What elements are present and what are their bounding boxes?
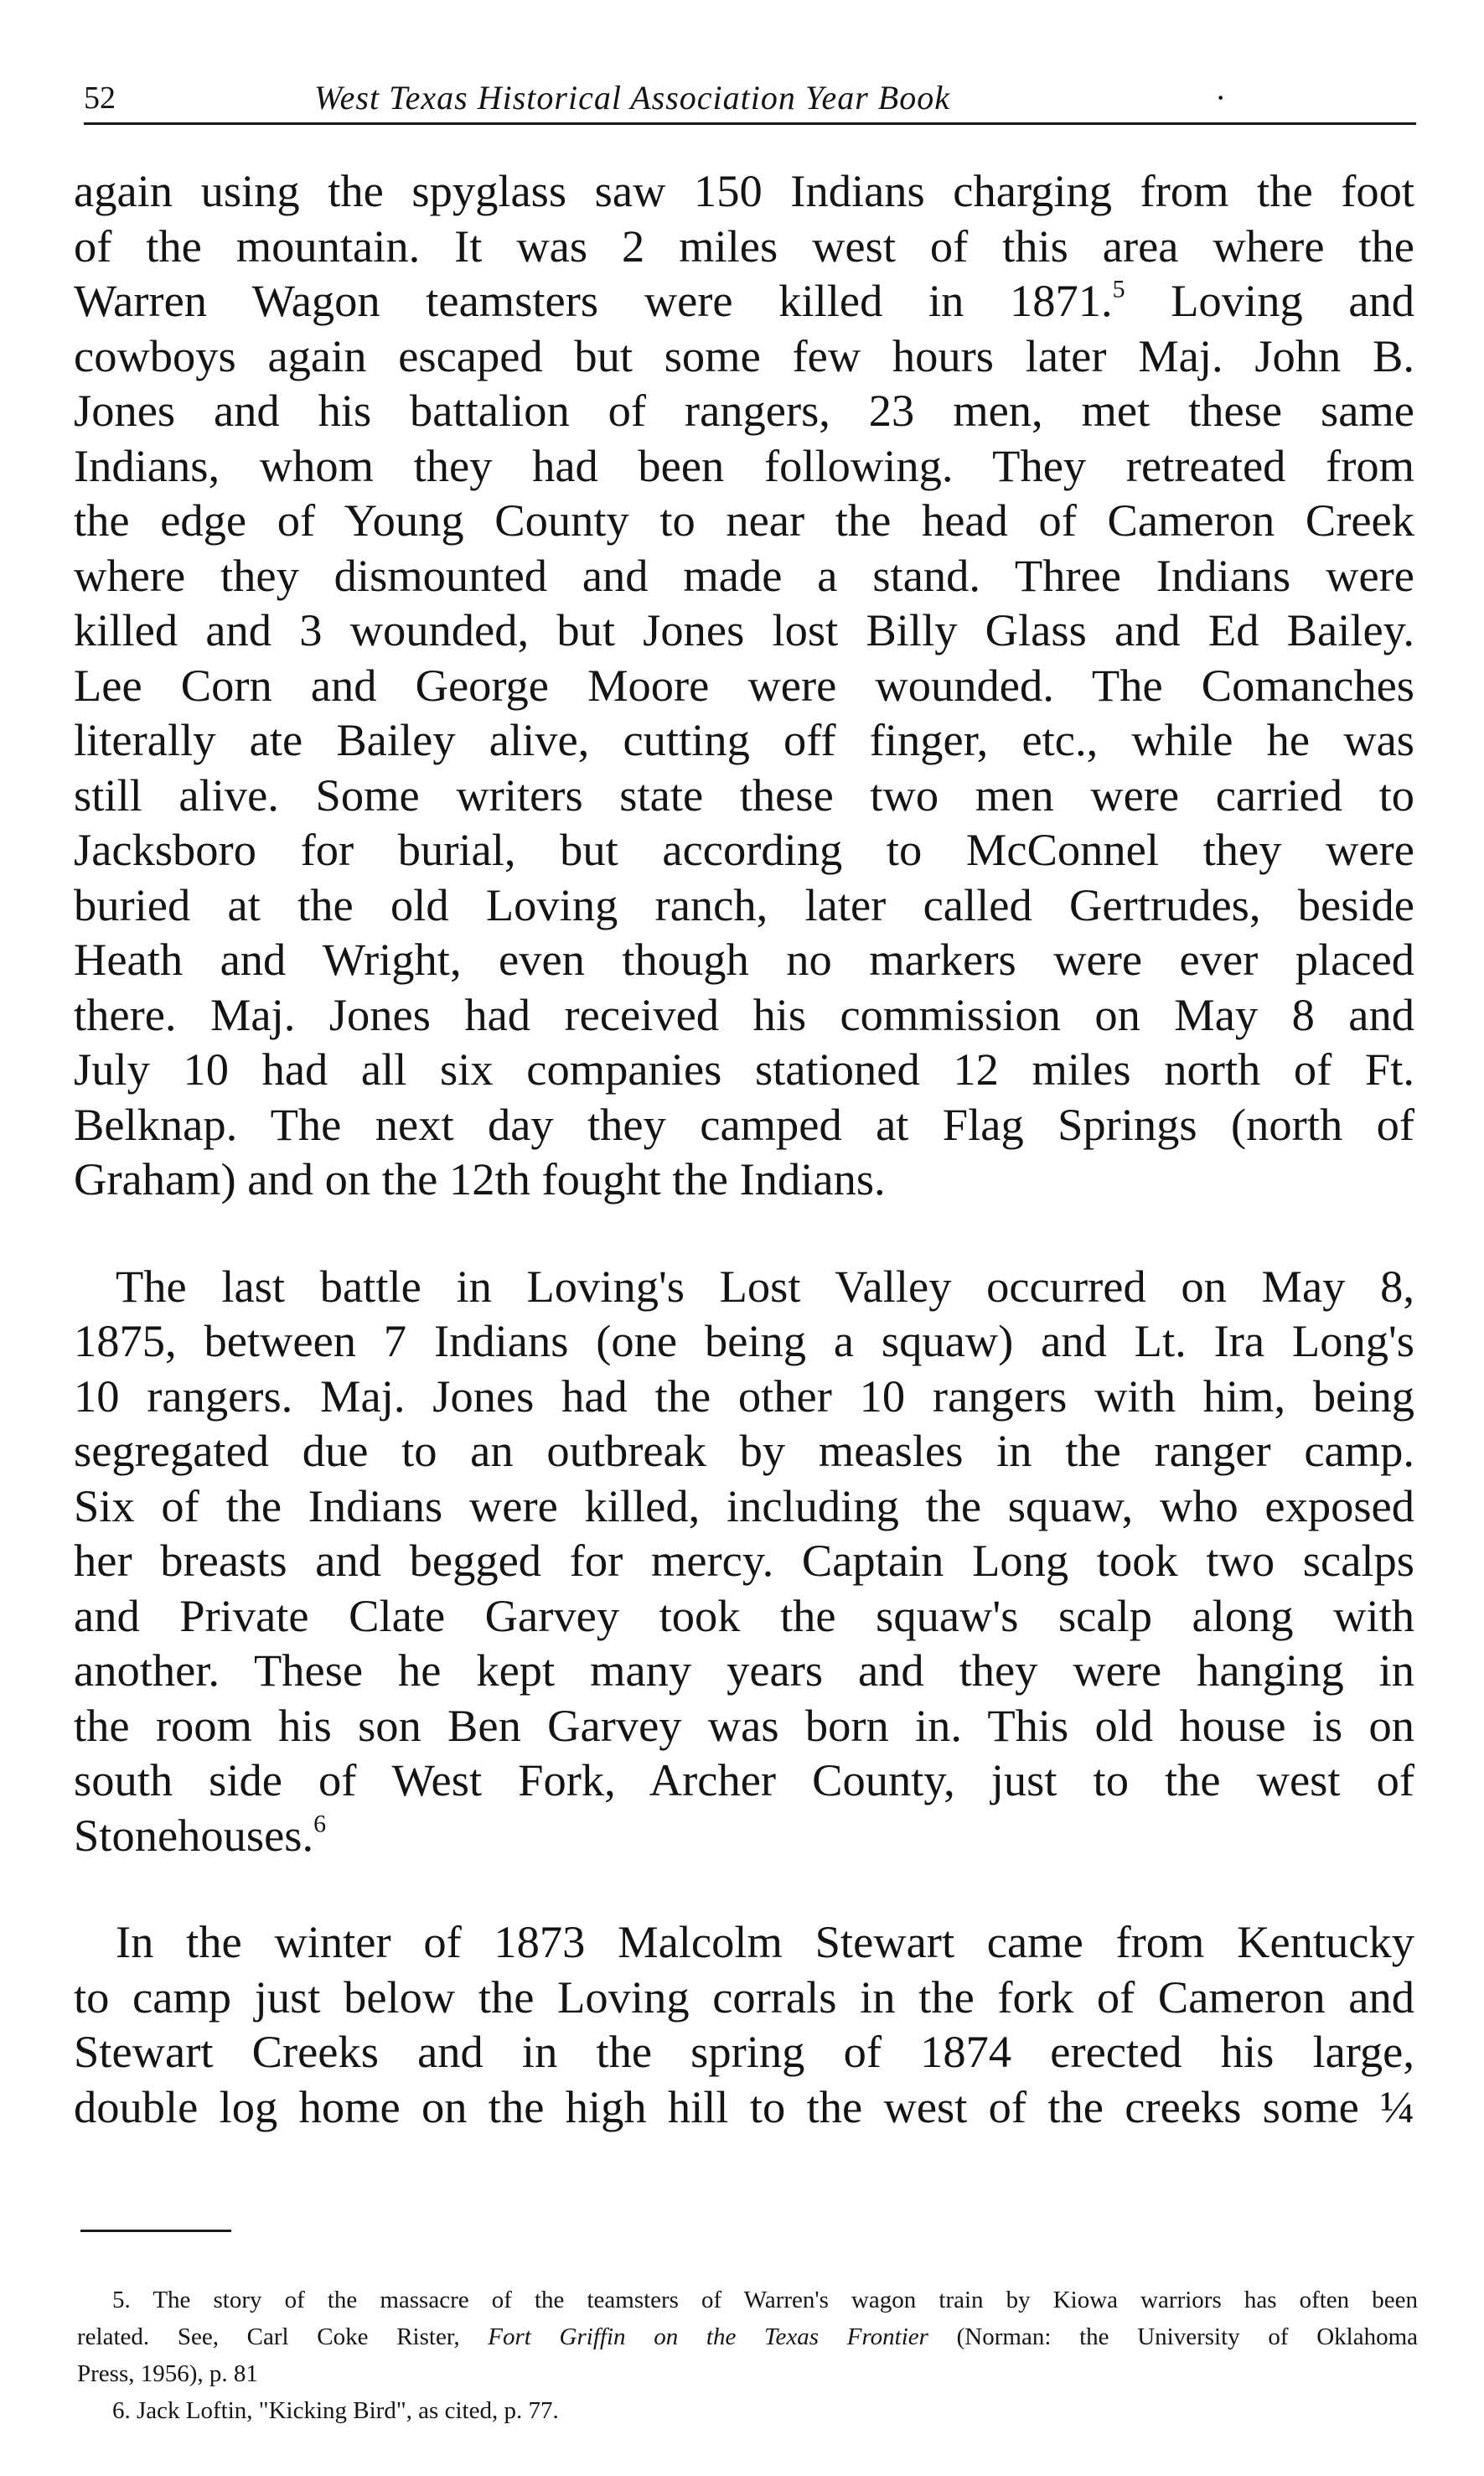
text-line: double log home on the high hill to the west of the creeks some ¼ — [74, 2080, 1414, 2132]
footnote-segment: (Norman: the University of Oklahoma — [928, 2323, 1419, 2350]
footnote-5-line: Press, 1956), p. 81 — [77, 2360, 258, 2387]
text-line: where they dismounted and made a stand. Three Indians were — [74, 549, 1414, 601]
footnote-5-line — [77, 2318, 1418, 2355]
body-text — [74, 163, 1414, 2134]
header-mark: · — [1215, 79, 1227, 117]
text-line: killed and 3 wounded, but Jones lost Billy Glass and Ed Bailey. — [74, 604, 1414, 655]
footnote-5-line: 5. The story of the massacre of the teamsters of Warren's wagon train by Kiowa warriors has often been — [112, 2287, 1418, 2313]
journal-title: West Texas Historical Association Year Book — [314, 79, 950, 117]
text-line: to camp just below the Loving corrals in the fork of Cameron and — [74, 1971, 1414, 2023]
footnote-divider — [80, 2230, 231, 2232]
text-line: 10 rangers. Maj. Jones had the other 10 rangers with him, being — [74, 1370, 1414, 1422]
text-line: Indians, whom they had been following. They retreated from — [74, 439, 1414, 491]
page-number: 52 — [84, 80, 116, 116]
text-line: and Private Clate Garvey took the squaw's scalp along with — [74, 1589, 1414, 1641]
text-line: In the winter of 1873 Malcolm Stewart came from Kentucky — [116, 1916, 1414, 1967]
text-line: The last battle in Loving's Lost Valley occurred on May 8, — [116, 1260, 1414, 1312]
cited-book-title: Fort Griffin on the Texas Frontier — [488, 2323, 928, 2350]
text-line: Six of the Indians were killed, including the squaw, who exposed — [74, 1479, 1414, 1531]
text-line: Graham) and on the 12th fought the Indians. — [74, 1153, 886, 1204]
text-segment: Loving and — [1171, 275, 1415, 326]
text-line: July 10 had all six companies stationed 12 miles north of Ft. — [74, 1044, 1414, 1095]
paragraph-gap — [74, 1207, 1414, 1259]
text-line: segregated due to an outbreak by measles in the ranger camp. — [74, 1425, 1414, 1476]
paragraph-3 — [74, 1914, 1414, 2134]
text-line: Stewart Creeks and in the spring of 1874 erected his large, — [74, 2026, 1414, 2077]
text-line: still alive. Some writers state these two men were carried to — [74, 769, 1414, 821]
text-line: cowboys again escaped but some few hours later Maj. John B. — [74, 329, 1414, 381]
text-line — [74, 273, 1414, 329]
footnotes — [77, 2282, 1418, 2429]
text-line: Belknap. The next day they camped at Flag Springs (north of — [74, 1098, 1414, 1150]
text-line: 1875, between 7 Indians (one being a squaw) and Lt. Ira Long's — [74, 1315, 1414, 1366]
footnote-6-line: 6. Jack Loftin, "Kicking Bird", as cited, p. 77. — [112, 2397, 559, 2424]
text-line: south side of West Fork, Archer County, just to the west of — [74, 1754, 1414, 1805]
footnote-segment: related. See, Carl Coke Rister, — [77, 2323, 489, 2350]
paragraph-gap — [74, 1862, 1414, 1914]
text-line: buried at the old Loving ranch, later called Gertrudes, beside — [74, 878, 1414, 930]
text-line: the edge of Young County to near the head of Cameron Creek — [74, 495, 1414, 546]
text-line: her breasts and begged for mercy. Captain Long took two scalps — [74, 1535, 1414, 1586]
footnote-ref-6: 6 — [313, 1810, 327, 1838]
text-line: Jacksboro for burial, but according to McConnel they were — [74, 824, 1414, 875]
text-line: again using the spyglass saw 150 Indians charging from the foot — [74, 165, 1414, 216]
text-line: of the mountain. It was 2 miles west of this area where the — [74, 220, 1414, 272]
footnote-ref-5: 5 — [1112, 275, 1125, 303]
running-header — [84, 74, 1416, 125]
text-line: literally ate Bailey alive, cutting off finger, etc., while he was — [74, 714, 1414, 765]
text-segment: Warren Wagon teamsters were killed in 1871. — [74, 275, 1113, 326]
text-line: the room his son Ben Garvey was born in. This old house is on — [74, 1699, 1414, 1751]
text-line: Jones and his battalion of rangers, 23 men, met these same — [74, 385, 1414, 436]
text-line: another. These he kept many years and they were hanging in — [74, 1645, 1414, 1696]
paragraph-2 — [74, 1259, 1414, 1863]
text-line: Heath and Wright, even though no markers were ever placed — [74, 934, 1414, 985]
text-segment: Stonehouses. — [74, 1809, 314, 1861]
text-line: there. Maj. Jones had received his commission on May 8 and — [74, 988, 1414, 1040]
paragraph-1 — [74, 163, 1414, 1207]
text-line: Lee Corn and George Moore were wounded. The Comanches — [74, 659, 1414, 711]
text-line — [74, 1808, 1414, 1863]
